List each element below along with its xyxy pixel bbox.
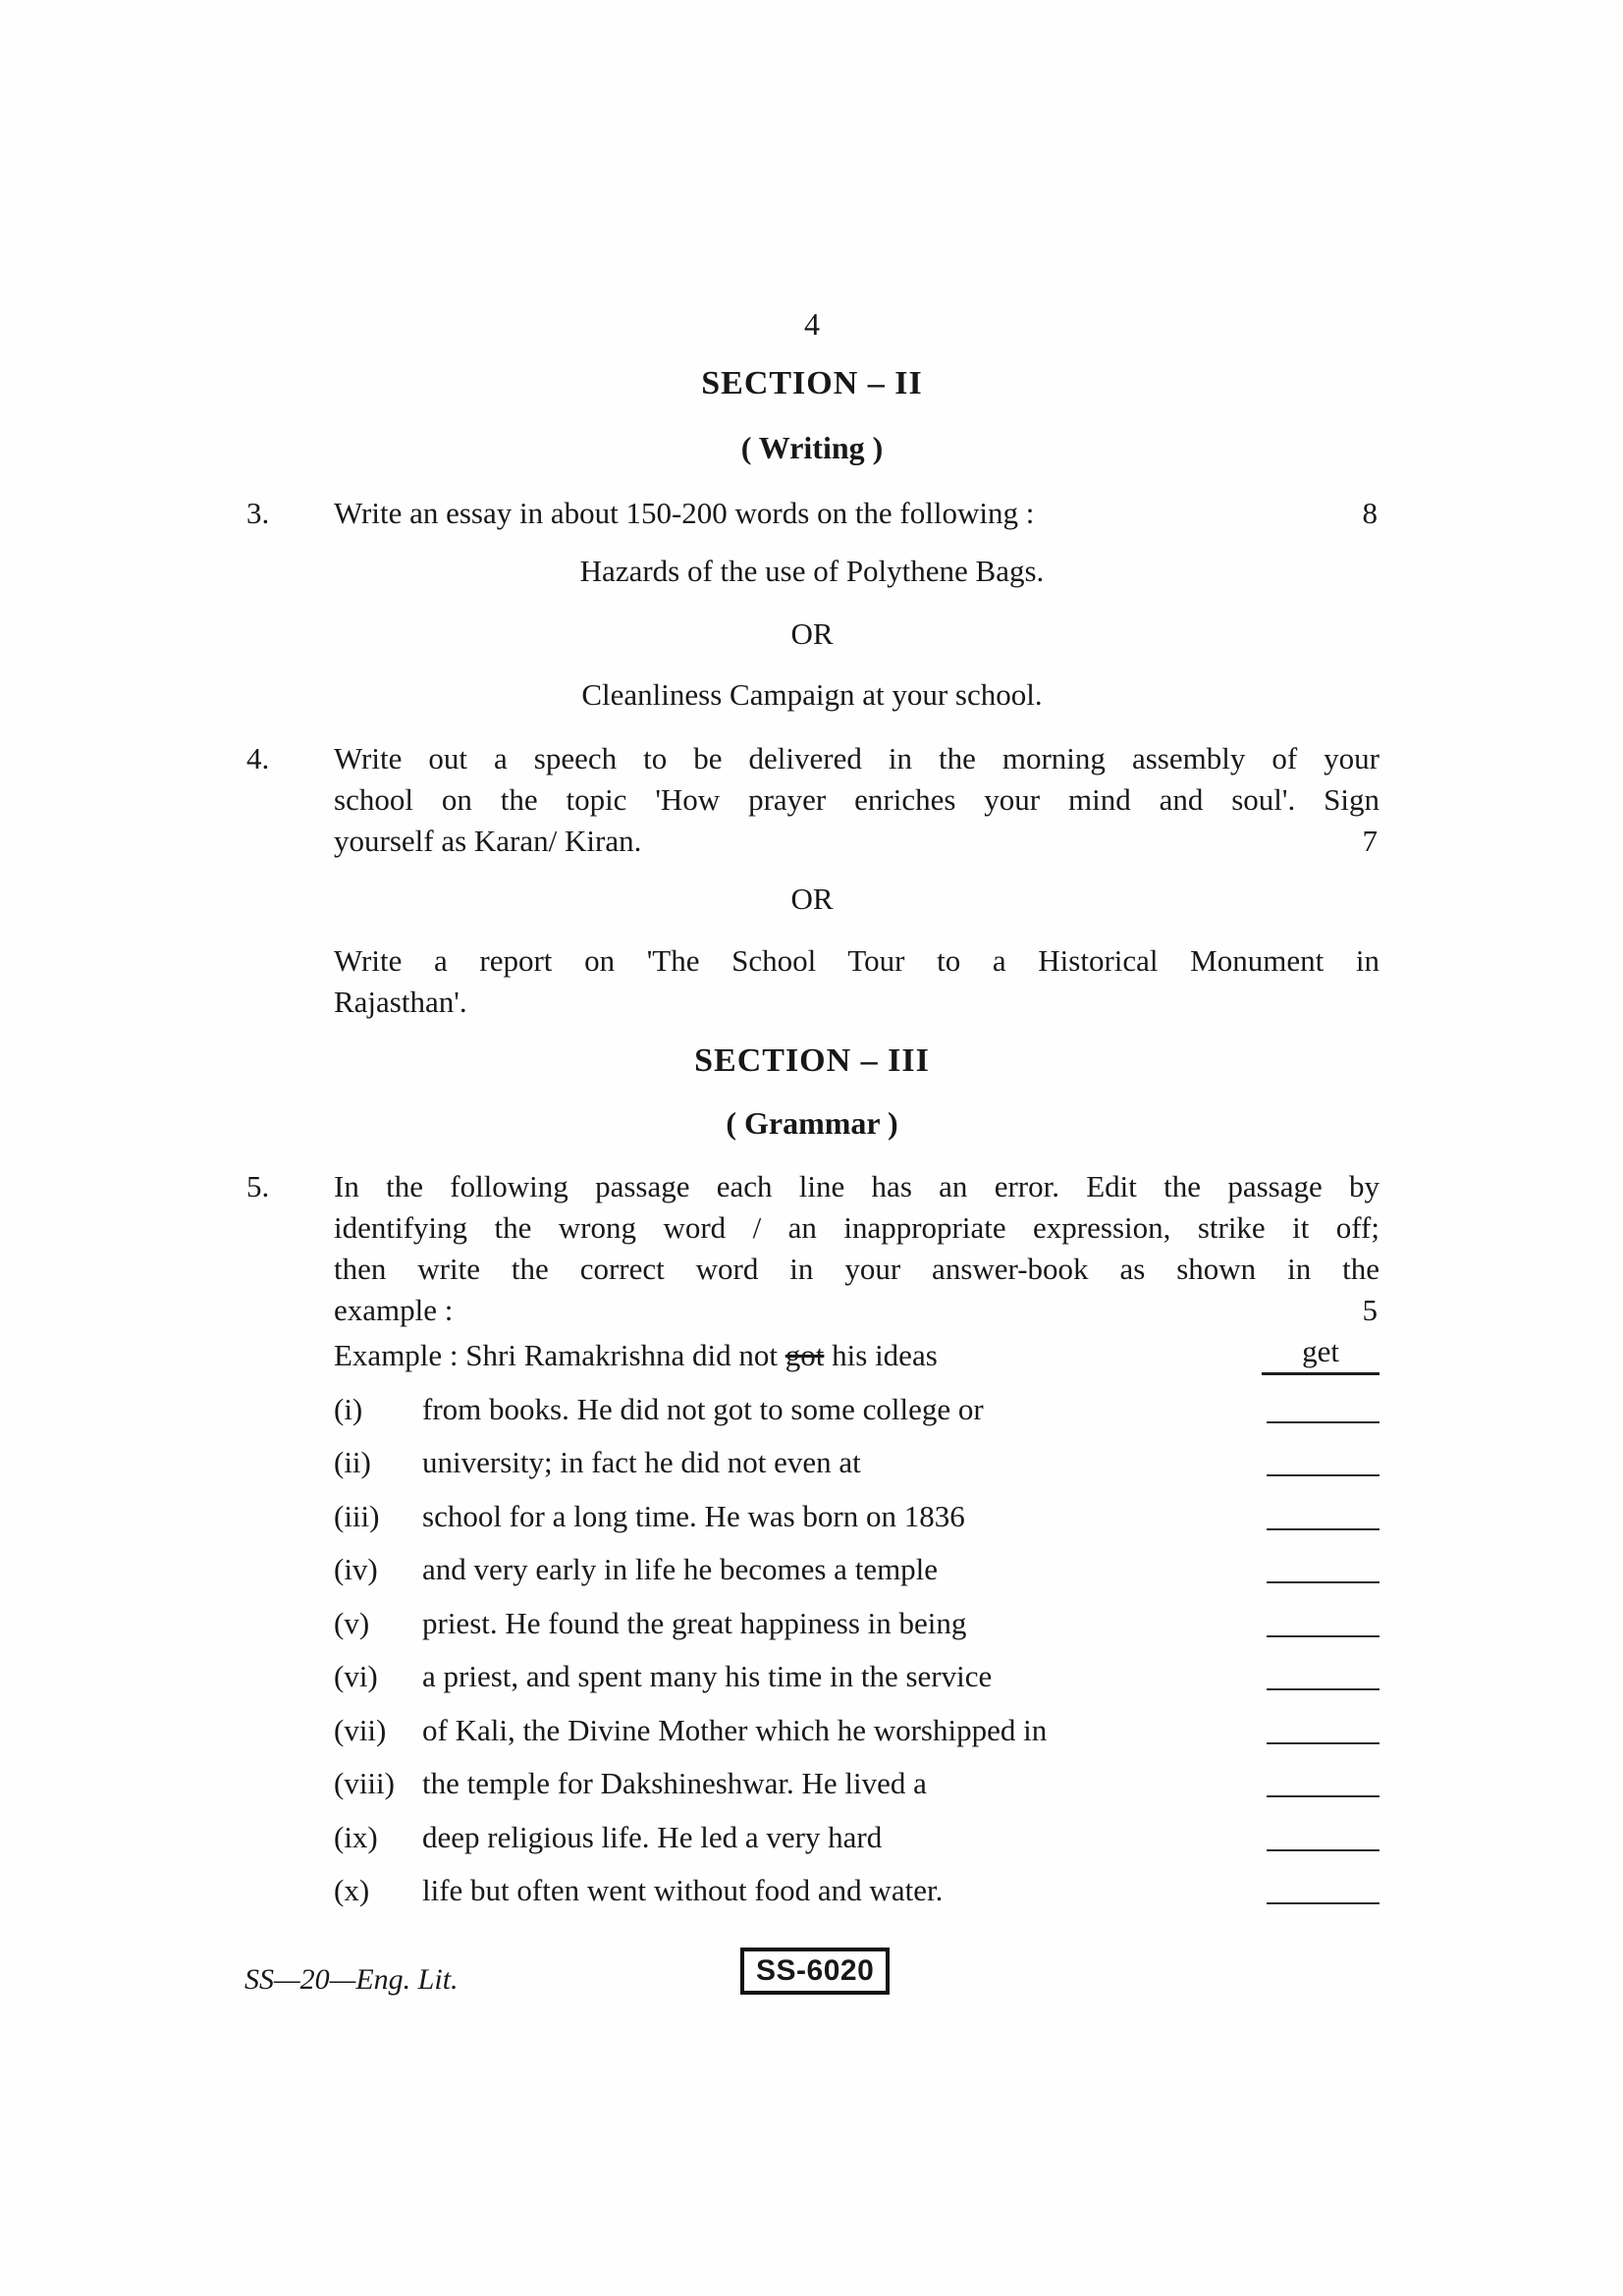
section-3-title: SECTION – III	[694, 1042, 930, 1079]
question-4-alternative	[244, 940, 1380, 1023]
edit-item-9	[334, 1818, 1380, 1857]
question-4	[244, 738, 1380, 862]
question-3-marks: 8	[1362, 496, 1378, 530]
edit-item-9-text: deep religious life. He led a very hard	[422, 1820, 883, 1854]
example-suffix: his ideas	[824, 1338, 938, 1372]
question-3	[244, 493, 1380, 534]
answer-blank-9	[1267, 1849, 1380, 1851]
paper-code-left: SS—20—Eng. Lit.	[244, 1963, 459, 1996]
edit-item-10-text: life but often went without food and water.	[422, 1873, 944, 1907]
question-5-line-3: then write the correct word in your answer-book as shown in the	[334, 1252, 1380, 1286]
question-3-option-1: Hazards of the use of Polythene Bags.	[579, 554, 1045, 588]
answer-blank-2	[1267, 1474, 1380, 1476]
edit-item-5-numeral: (v)	[334, 1606, 370, 1640]
question-4-marks: 7	[1362, 824, 1378, 858]
question-4-alt-line-2: Rajasthan'.	[334, 985, 467, 1019]
example-answer: get	[1262, 1331, 1380, 1375]
question-3-number: 3.	[246, 496, 270, 530]
page-number: 4	[804, 306, 820, 342]
edit-item-6-text: a priest, and spent many his time in the service	[422, 1659, 993, 1693]
answer-blank-5	[1267, 1635, 1380, 1637]
answer-blank-10	[1267, 1902, 1380, 1904]
page-footer	[244, 1954, 1380, 1997]
edit-item-7-text: of Kali, the Divine Mother which he worshipped in	[422, 1713, 1048, 1747]
question-4-line-2: school on the topic 'How prayer enriches your mind and soul'. Sign	[334, 782, 1380, 817]
example-struck-word: got	[784, 1338, 825, 1372]
question-5-number: 5.	[246, 1169, 270, 1203]
section-2-title: SECTION – II	[701, 365, 923, 401]
answer-blank-8	[1267, 1795, 1380, 1797]
edit-item-3-text: school for a long time. He was born on 1836	[422, 1499, 965, 1533]
edit-item-7	[334, 1711, 1380, 1750]
edit-item-8-numeral: (viii)	[334, 1766, 395, 1800]
question-3-option-2: Cleanliness Campaign at your school.	[581, 677, 1043, 712]
edit-item-6-numeral: (vi)	[334, 1659, 378, 1693]
section-3-subtitle: ( Grammar )	[726, 1105, 898, 1141]
question-5-line-4: example :	[334, 1293, 454, 1327]
question-3-or: OR	[790, 616, 834, 651]
edit-item-10-numeral: (x)	[334, 1873, 370, 1907]
question-4-or: OR	[790, 881, 834, 916]
answer-blank-6	[1267, 1688, 1380, 1690]
edit-item-2-numeral: (ii)	[334, 1445, 371, 1479]
edit-item-1-numeral: (i)	[334, 1392, 363, 1426]
question-5-line-1: In the following passage each line has an error. Edit the passage by	[334, 1169, 1380, 1203]
question-5-line-2: identifying the wrong word / an inappropriate expression, strike it off;	[334, 1210, 1380, 1245]
edit-item-4-numeral: (iv)	[334, 1552, 378, 1586]
edit-item-4-text: and very early in life he becomes a temple	[422, 1552, 939, 1586]
edit-item-10	[334, 1871, 1380, 1910]
edit-item-2	[334, 1443, 1380, 1482]
edit-item-9-numeral: (ix)	[334, 1820, 378, 1854]
edit-item-5-text: priest. He found the great happiness in being	[422, 1606, 967, 1640]
paper-code-box: SS-6020	[740, 1948, 890, 1995]
question-5	[244, 1166, 1380, 1331]
edit-item-7-numeral: (vii)	[334, 1713, 387, 1747]
edit-item-5	[334, 1604, 1380, 1643]
edit-item-3-numeral: (iii)	[334, 1499, 380, 1533]
section-2-subtitle: ( Writing )	[740, 430, 884, 465]
question-4-line-1: Write out a speech to be delivered in the morning assembly of your	[334, 741, 1380, 775]
edit-item-1	[334, 1390, 1380, 1429]
question-3-text: Write an essay in about 150-200 words on the following :	[334, 496, 1035, 530]
example-row	[244, 1335, 1380, 1376]
question-4-line-3: yourself as Karan/ Kiran.	[334, 824, 642, 858]
answer-blank-3	[1267, 1528, 1380, 1530]
question-4-number: 4.	[246, 741, 270, 775]
edit-item-3	[334, 1497, 1380, 1536]
example-prefix: Example : Shri Ramakrishna did not	[334, 1338, 785, 1372]
question-5-marks: 5	[1362, 1293, 1378, 1327]
edit-item-6	[334, 1657, 1380, 1696]
edit-item-2-text: university; in fact he did not even at	[422, 1445, 861, 1479]
edit-item-8	[334, 1764, 1380, 1803]
edit-item-1-text: from books. He did not got to some college or	[422, 1392, 984, 1426]
edit-item-8-text: the temple for Dakshineshwar. He lived a	[422, 1766, 927, 1800]
answer-blank-1	[1267, 1421, 1380, 1423]
answer-blank-4	[1267, 1581, 1380, 1583]
edit-item-4	[334, 1550, 1380, 1589]
question-4-alt-line-1: Write a report on 'The School Tour to a Historical Monument in	[334, 943, 1380, 978]
answer-blank-7	[1267, 1742, 1380, 1744]
